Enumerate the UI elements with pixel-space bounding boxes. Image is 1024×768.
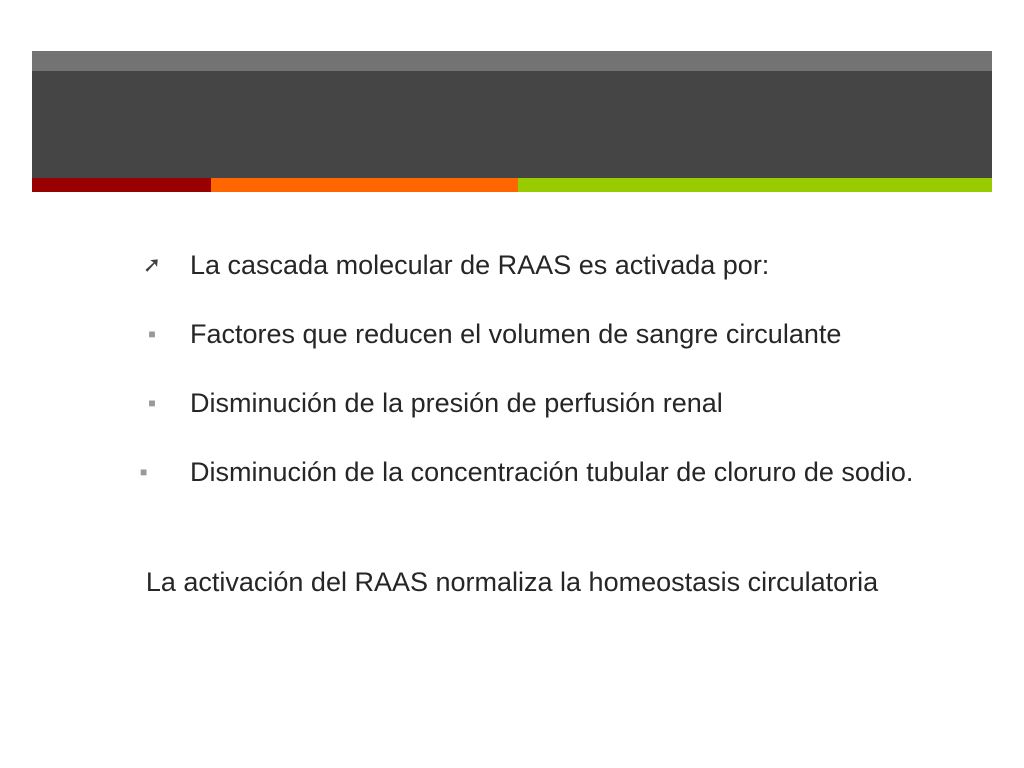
square-bullet-icon: ■: [148, 396, 156, 410]
bullet-text: Factores que reducen el volumen de sangre circulante: [190, 319, 842, 349]
arrow-icon: ➚: [142, 252, 162, 277]
bullet-item-heading: [140, 246, 982, 284]
bullet-item: [140, 453, 982, 491]
header-band: [32, 71, 992, 178]
bullet-item: [140, 384, 982, 422]
accent-stripe-green: [518, 178, 992, 192]
conclusion-text: La activación del RAAS normaliza la homeostasis circulatoria: [145, 567, 879, 597]
square-bullet-icon: ■: [140, 465, 148, 479]
accent-stripe-orange: [211, 178, 518, 192]
square-bullet-icon: ■: [148, 327, 156, 341]
bullet-list: [140, 246, 982, 503]
bullet-text: Disminución de la concentración tubular de cloruro de sodio.: [190, 457, 914, 487]
accent-stripe: [32, 178, 992, 192]
bullet-text: La cascada molecular de RAAS es activada por:: [190, 250, 770, 280]
bullet-item: [140, 315, 982, 353]
accent-stripe-red: [32, 178, 211, 192]
bullet-text: Disminución de la presión de perfusión renal: [190, 388, 723, 418]
header-band-top: [32, 51, 992, 71]
